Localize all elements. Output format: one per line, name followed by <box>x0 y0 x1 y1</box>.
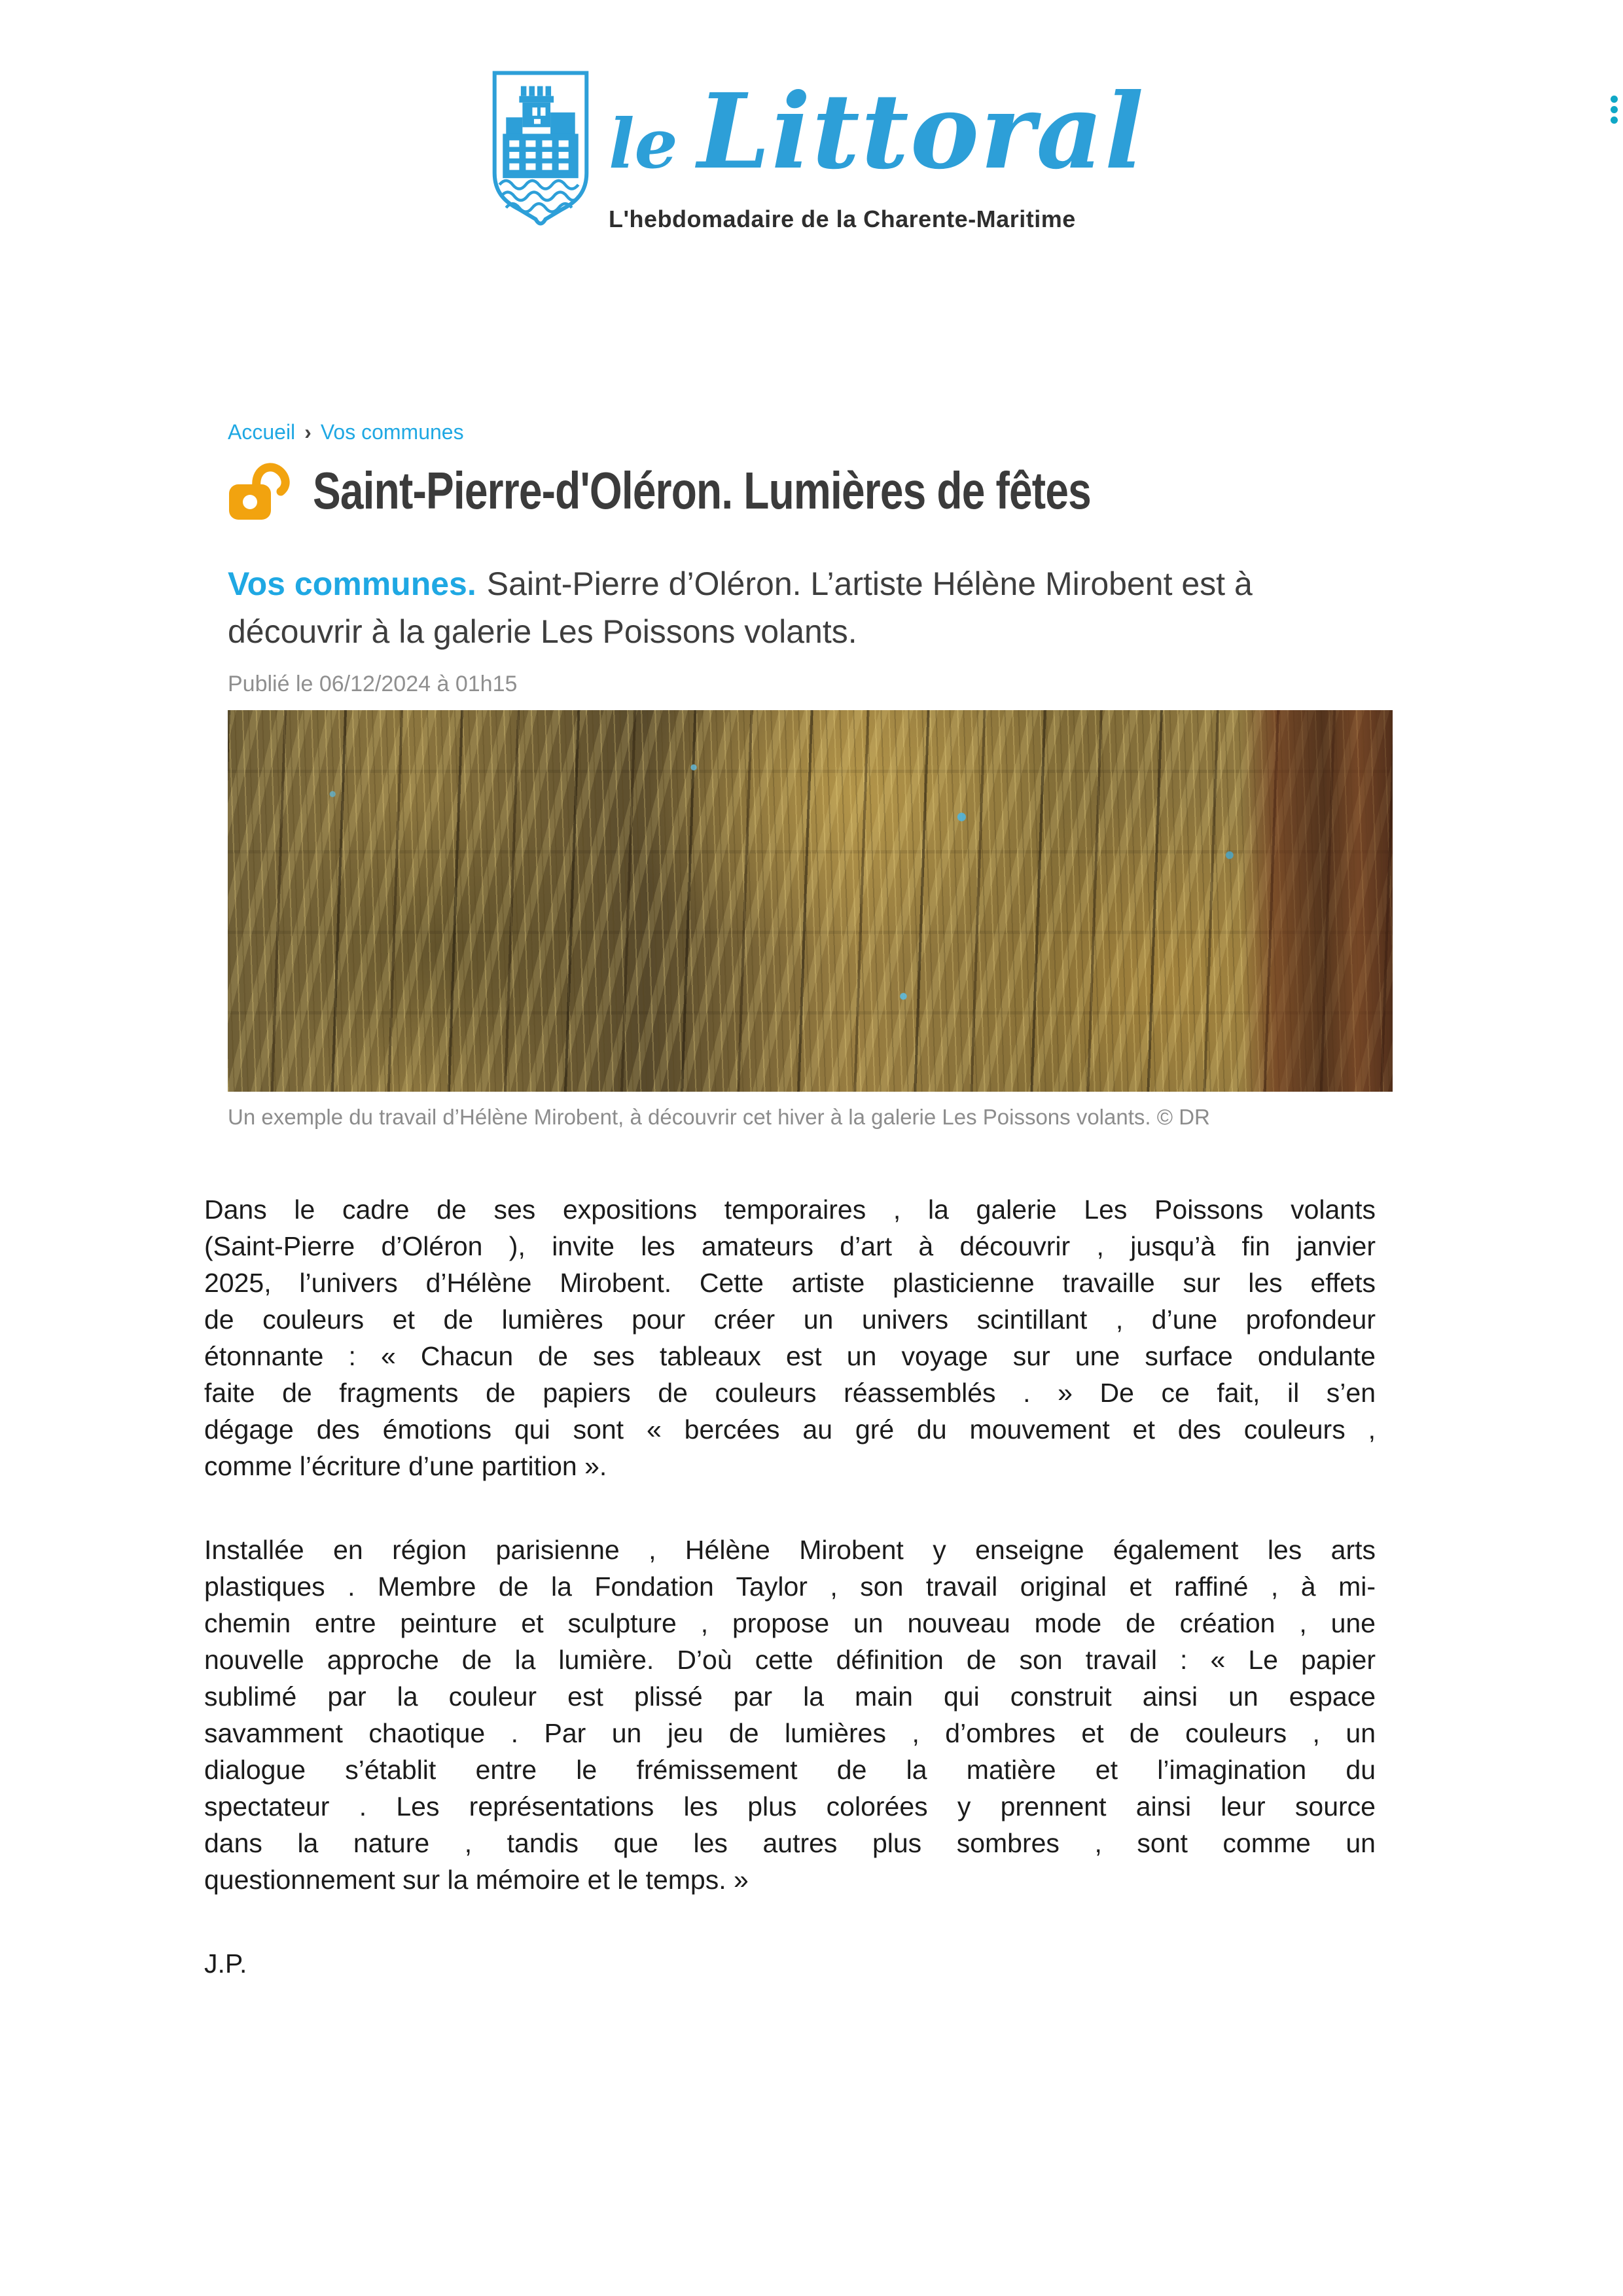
article-paragraphs <box>204 1191 1376 1898</box>
menu-dot <box>1611 117 1618 124</box>
body-line: 2025, l’univers d’Hélène Mirobent. Cette artiste plasticienne travaille sur les effets <box>204 1268 1376 1298</box>
body-line: Installée en région parisienne , Hélène Mirobent y enseigne également les arts <box>204 1535 1376 1565</box>
paragraph <box>204 1532 1376 1898</box>
paragraph <box>204 1191 1376 1484</box>
body-line: chemin entre peinture et sculpture , propose un nouveau mode de création , une <box>204 1608 1376 1638</box>
breadcrumb-home-link[interactable]: Accueil <box>228 420 296 444</box>
article-body <box>204 1191 1376 1982</box>
body-line: Dans le cadre de ses expositions temporaires , la galerie Les Poissons volants <box>204 1194 1376 1225</box>
logo-text <box>609 68 1145 233</box>
section-label[interactable]: Vos communes. <box>228 565 476 602</box>
menu-dot <box>1611 106 1618 113</box>
unlocked-padlock-icon <box>228 461 296 521</box>
body-line: plastiques . Membre de la Fondation Taylor , son travail original et raffiné , à mi- <box>204 1571 1376 1602</box>
breadcrumb-separator: › <box>304 420 312 444</box>
article-lead <box>228 560 1366 656</box>
photo-caption: Un exemple du travail d’Hélène Mirobent, à découvrir cet hiver à la galerie Les Poissons volants. © DR <box>228 1105 1210 1129</box>
kebab-menu-icon[interactable] <box>1611 96 1618 124</box>
article-photo <box>228 710 1393 1092</box>
castle-shield-icon <box>490 68 592 229</box>
logo-name: Littoral <box>697 71 1145 192</box>
body-line: de couleurs et de lumières pour créer un univers scintillant , d’une profondeur <box>204 1304 1376 1335</box>
page-title: Saint-Pierre-d'Oléron. Lumières de fêtes <box>313 461 1091 520</box>
body-line: sublimé par la couleur est plissé par la main qui construit ainsi un espace <box>204 1681 1376 1712</box>
title-row <box>228 461 1285 521</box>
body-line: questionnement sur la mémoire et le temps. » <box>204 1865 749 1895</box>
breadcrumb-section-link[interactable]: Vos communes <box>320 420 464 444</box>
body-line: dans la nature , tandis que les autres plus sombres , sont comme un <box>204 1828 1376 1858</box>
body-line: dégage des émotions qui sont « bercées au gré du mouvement et des couleurs , <box>204 1414 1376 1444</box>
logo-le: le <box>609 103 678 184</box>
logo-wordmark <box>609 68 1145 196</box>
menu-dot <box>1611 96 1618 103</box>
body-line: (Saint-Pierre d’Oléron ), invite les amateurs d’art à découvrir , jusqu’à fin janvier <box>204 1231 1376 1261</box>
body-line: dialogue s’établit entre le frémissement de la matière et l’imagination du <box>204 1755 1376 1785</box>
breadcrumb <box>228 420 464 444</box>
publish-date: Publié le 06/12/2024 à 01h15 <box>228 672 518 696</box>
body-line: étonnante : « Chacun de ses tableaux est un voyage sur une surface ondulante <box>204 1341 1376 1371</box>
lead-text: Saint-Pierre d’Oléron. L’artiste Hélène Mirobent est à découvrir à la galerie Les Poissons volants. <box>228 565 1253 650</box>
body-line: savamment chaotique . Par un jeu de lumières , d’ombres et de couleurs , un <box>204 1718 1376 1748</box>
body-line: comme l’écriture d’une partition ». <box>204 1451 607 1481</box>
site-logo[interactable] <box>490 68 1145 233</box>
body-line: spectateur . Les représentations les plus colorées y prennent ainsi leur source <box>204 1791 1376 1821</box>
author-signature: J.P. <box>204 1948 247 1979</box>
body-line: faite de fragments de papiers de couleurs réassemblés . » De ce fait, il s’en <box>204 1378 1376 1408</box>
body-line: nouvelle approche de la lumière. D’où cette définition de son travail : « Le papier <box>204 1645 1376 1675</box>
logo-tagline: L'hebdomadaire de la Charente-Maritime <box>609 206 1076 232</box>
